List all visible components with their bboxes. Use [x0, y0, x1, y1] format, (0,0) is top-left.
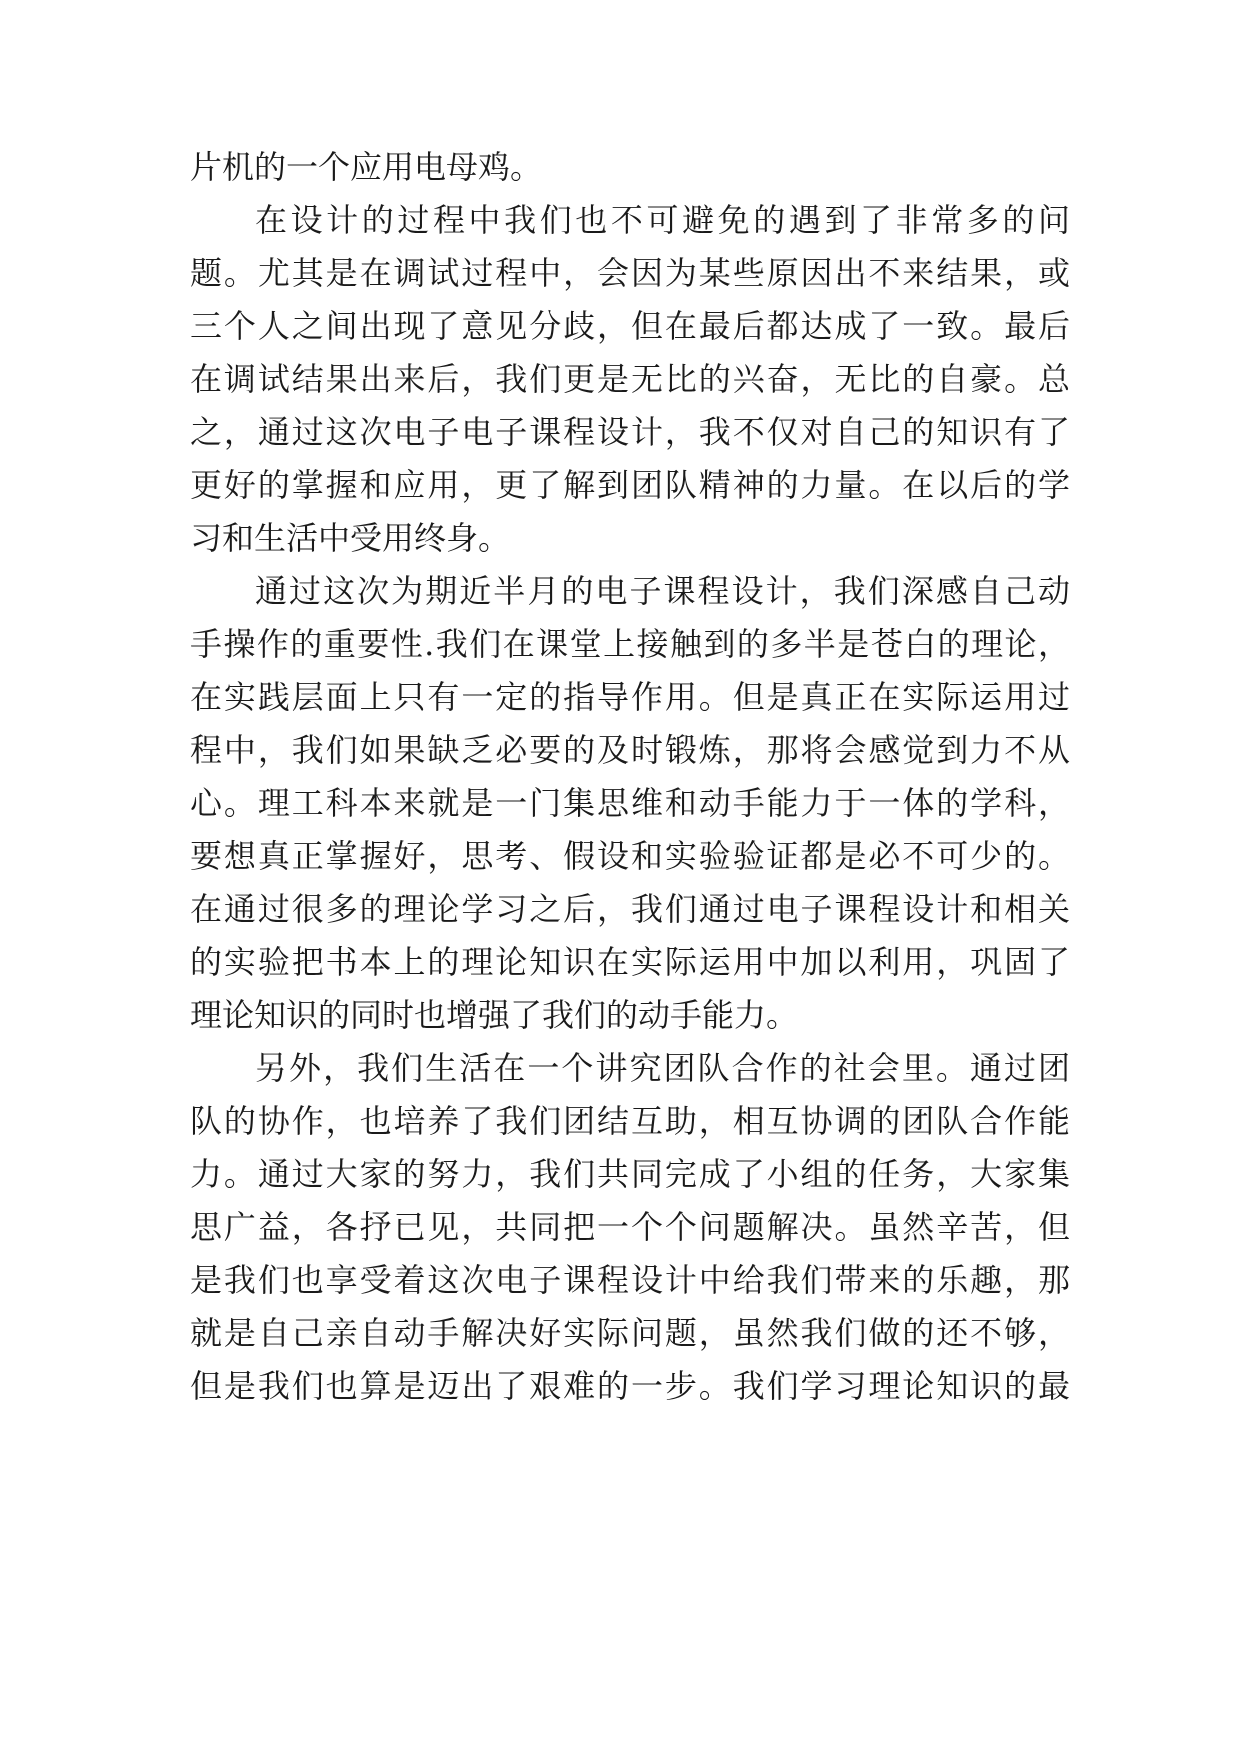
text-line: 更好的掌握和应用，更了解到团队精神的力量。在以后的学 — [190, 466, 1070, 504]
text-line: 片机的一个应用电母鸡。 — [190, 148, 543, 186]
text-line: 在调试结果出来后，我们更是无比的兴奋，无比的自豪。总 — [190, 360, 1070, 398]
text-line: 队的协作，也培养了我们团结互助，相互协调的团队合作能 — [190, 1102, 1070, 1140]
text-line: 是我们也享受着这次电子课程设计中给我们带来的乐趣，那 — [190, 1261, 1070, 1299]
text-line: 题。尤其是在调试过程中，会因为某些原因出不来结果，或 — [190, 254, 1070, 292]
text-line: 思广益，各抒已见，共同把一个个问题解决。虽然辛苦，但 — [190, 1208, 1070, 1246]
text-line: 程中，我们如果缺乏必要的及时锻炼，那将会感觉到力不从 — [190, 731, 1070, 769]
text-line: 在通过很多的理论学习之后，我们通过电子课程设计和相关 — [190, 890, 1070, 928]
text-line: 理论知识的同时也增强了我们的动手能力。 — [190, 996, 799, 1034]
text-line: 心。理工科本来就是一门集思维和动手能力于一体的学科， — [190, 784, 1070, 822]
text-line: 的实验把书本上的理论知识在实际运用中加以利用，巩固了 — [190, 943, 1070, 981]
text-line: 手操作的重要性.我们在课堂上接触到的多半是苍白的理论， — [190, 625, 1070, 663]
text-line: 之，通过这次电子电子课程设计，我不仅对自己的知识有了 — [190, 413, 1070, 451]
paragraph-first-line: 在设计的过程中我们也不可避免的遇到了非常多的问 — [255, 201, 1070, 239]
text-line: 三个人之间出现了意见分歧，但在最后都达成了一致。最后 — [190, 307, 1070, 345]
text-line: 习和生活中受用终身。 — [190, 519, 511, 557]
paragraph-first-line: 另外，我们生活在一个讲究团队合作的社会里。通过团 — [255, 1049, 1070, 1087]
text-line: 但是我们也算是迈出了艰难的一步。我们学习理论知识的最 — [190, 1367, 1070, 1405]
paragraph-first-line: 通过这次为期近半月的电子课程设计，我们深感自己动 — [255, 572, 1070, 610]
text-line: 就是自己亲自动手解决好实际问题，虽然我们做的还不够， — [190, 1314, 1070, 1352]
text-line: 在实践层面上只有一定的指导作用。但是真正在实际运用过 — [190, 678, 1070, 716]
text-line: 力。通过大家的努力，我们共同完成了小组的任务，大家集 — [190, 1155, 1070, 1193]
text-line: 要想真正掌握好，思考、假设和实验验证都是必不可少的。 — [190, 837, 1070, 875]
